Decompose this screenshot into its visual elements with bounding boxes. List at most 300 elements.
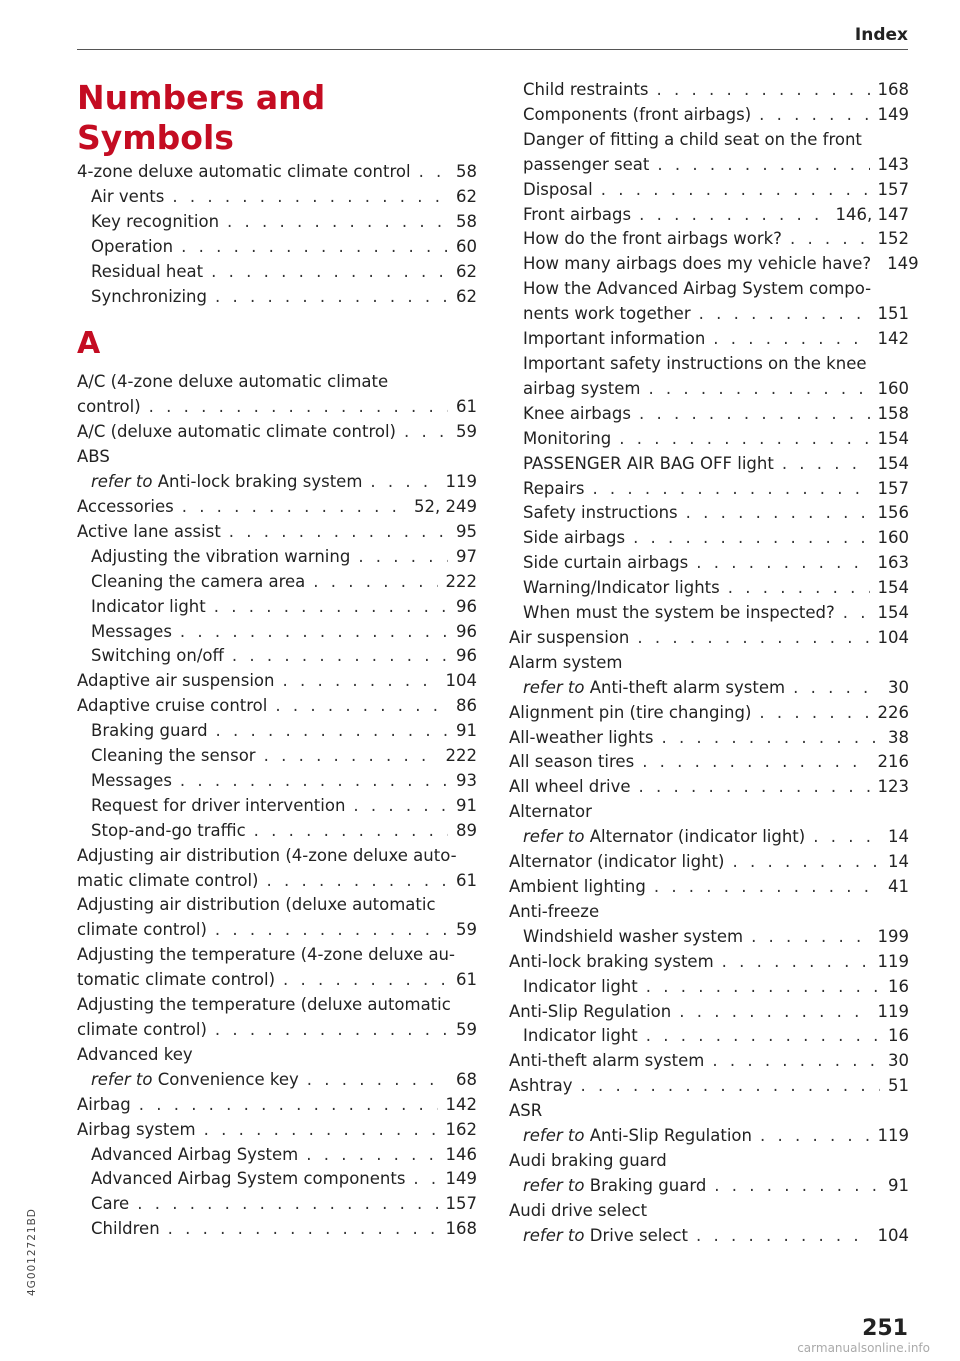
entry-term: Adjusting air distribution (deluxe automatic [77,895,436,915]
entry-term: Ashtray [509,1076,573,1096]
leader-dots [686,501,870,526]
entry-text [509,701,751,726]
entry-term: Advanced Airbag System components [91,1169,406,1189]
entry-term: Switching on/off [91,646,224,666]
entry-text [77,968,275,993]
entry-term: Anti-freeze [509,901,600,921]
entry-term: Stop-and-go traffic [91,820,246,840]
entry-page: 146 [445,1144,477,1164]
entry-text [91,719,208,744]
entry-text [523,277,871,302]
entry-text [523,452,774,477]
index-entry [509,103,909,128]
entry-text [77,918,207,943]
watermark: carmanualsonline.info [797,1341,930,1355]
entry-page: 14 [888,827,909,847]
entry-reference: refer to [523,827,585,847]
header-rule [77,49,908,50]
index-entry [77,893,477,918]
entry-text [509,1000,671,1025]
entry-page: 142 [877,329,909,349]
leader-dots [307,1068,448,1093]
index-entry [509,850,909,875]
entry-term: Repairs [523,478,585,498]
leader-dots [657,78,870,103]
entry-text [77,1018,207,1043]
index-entry [77,844,477,869]
index-entry [77,943,477,968]
index-entry [509,875,909,900]
entry-text [91,595,206,620]
entry-text [509,850,724,875]
index-entry [77,185,477,210]
entry-page: 51 [888,1076,909,1096]
entry-term: Ambient lighting [509,877,646,896]
entry-term: Request for driver intervention [91,795,346,815]
leader-dots [215,918,448,943]
entry-term: Adjusting air distribution (4-zone deluxe auto- [77,845,457,865]
index-entry [77,1192,477,1217]
entry-term: Anti-lock braking system [157,472,363,492]
index-entry [77,445,477,470]
leader-dots [227,210,448,235]
entry-page: 149 [877,104,909,124]
a-entries [77,370,477,1242]
entry-term: Adaptive cruise control [77,696,268,716]
entry-term: Danger of fitting a child seat on the front [523,129,862,149]
entry-term: Child restraints [523,80,649,99]
leader-dots [313,570,437,595]
leader-dots [139,1093,438,1118]
index-entry [509,1024,909,1049]
leader-dots [722,950,870,975]
entry-text [523,128,862,153]
entry-text [77,1118,196,1143]
leader-dots [358,545,448,570]
leader-dots [254,819,448,844]
entry-term: Disposal [523,179,593,199]
entry-term: matic climate control) [77,870,259,890]
entry-term: tomatic climate control) [77,970,276,990]
entry-text [91,545,350,570]
index-entry [77,420,477,445]
entry-page: 160 [877,528,909,548]
leader-dots [266,869,448,894]
entry-term: Residual heat [91,261,204,281]
entry-term: Indicator light [523,1026,638,1046]
entry-text [509,900,599,925]
leader-dots [793,676,880,701]
entry-page: 142 [445,1094,477,1114]
entry-page: 52, 249 [414,496,477,516]
index-entry [77,744,477,769]
entry-text [91,620,172,645]
index-entry [77,719,477,744]
leader-dots [728,576,870,601]
entry-page: 61 [456,970,477,990]
entry-text [91,819,246,844]
leader-dots [699,302,870,327]
entry-text [77,495,174,520]
entry-term: Airbag [77,1094,131,1114]
leader-dots [353,794,448,819]
index-entry [77,470,477,495]
index-entry [77,160,477,185]
entry-page: 58 [456,211,477,231]
leader-dots [580,1074,880,1099]
entry-reference: refer to [91,1069,153,1089]
index-entry [509,750,909,775]
entry-page: 160 [877,378,909,398]
entry-text [77,520,221,545]
leader-dots [215,1018,448,1043]
index-entry [77,570,477,595]
entry-term: Air vents [91,186,165,206]
entry-text [77,893,436,918]
entry-term: Anti-theft alarm system [589,677,786,697]
index-entry [77,819,477,844]
left-column [77,78,477,1242]
entry-text [509,1199,647,1224]
entry-page: 59 [456,422,477,442]
leader-dots [419,160,448,185]
index-entry [509,601,909,626]
entry-page: 156 [877,503,909,523]
entry-page: 91 [456,721,477,741]
section-title-numbers [77,78,477,158]
entry-page: 157 [445,1194,477,1214]
index-entry [509,626,909,651]
entry-term: Braking guard [589,1175,707,1195]
leader-dots [646,1024,880,1049]
index-entry [509,551,909,576]
entry-text [523,78,649,103]
leader-dots [601,178,870,203]
entry-text [523,526,625,551]
entry-text [523,153,649,178]
leader-dots [214,595,448,620]
index-entry [509,651,909,676]
page-number: 251 [862,1316,908,1341]
entry-text [523,925,743,950]
entry-text [523,477,584,502]
entry-page: 162 [445,1119,477,1139]
index-entry [509,975,909,1000]
entry-text [91,744,256,769]
entry-page: 119 [877,1126,909,1146]
index-entry [509,78,909,103]
entry-term: Accessories [77,496,174,516]
entry-text [91,1192,129,1217]
entry-text [77,1093,131,1118]
entry-page: 149 [887,254,919,274]
index-entry [77,1068,477,1093]
index-entry [77,235,477,260]
entry-term: All-weather lights [509,727,654,747]
entry-text [509,1149,667,1174]
entry-term: Adjusting the temperature (4-zone deluxe au- [77,945,455,965]
entry-page: 119 [445,472,477,492]
leader-dots [413,1167,437,1192]
leader-dots [283,968,448,993]
entry-page: 59 [456,920,477,940]
index-entry [509,327,909,352]
index-entry [77,595,477,620]
entry-page: 157 [877,478,909,498]
index-entry [77,545,477,570]
entry-term: Audi drive select [509,1200,648,1220]
entry-term: nents work together [523,304,691,324]
entry-text [523,203,631,228]
entry-term: 4-zone deluxe automatic climate control [77,162,411,181]
index-entry [77,620,477,645]
entry-page: 62 [456,286,477,306]
entry-text [91,260,203,285]
leader-dots [760,1124,870,1149]
entry-term: Important safety instructions on the knee [523,353,867,373]
entry-term: ABS [77,447,110,467]
entry-text [523,327,705,352]
leader-dots [696,1224,869,1249]
entry-text [91,1143,298,1168]
entry-reference: refer to [91,472,153,492]
leader-dots [843,601,870,626]
entry-text [77,370,388,395]
entry-page: 96 [456,596,477,616]
entry-term: Braking guard [91,721,208,741]
entry-term: Windshield washer system [523,926,744,946]
entry-term: Components (front airbags) [523,104,752,124]
leader-dots [648,377,869,402]
entry-text [523,103,751,128]
index-header: Index [854,25,908,45]
index-entry [77,210,477,235]
leader-dots [646,975,880,1000]
entry-text [523,178,593,203]
entry-text [77,869,258,894]
index-entry [509,900,909,925]
index-entry [509,726,909,751]
index-entry [509,501,909,526]
index-entry [509,402,909,427]
entry-page: 96 [456,621,477,641]
leader-dots [182,495,406,520]
entry-text [523,377,640,402]
entry-page: 91 [456,795,477,815]
section-title-line-2: Symbols [77,118,234,157]
entry-page: 104 [877,627,909,647]
entry-page: 62 [456,186,477,206]
index-entry [509,1224,909,1249]
index-entry [509,576,909,601]
index-entry [509,775,909,800]
index-entry [77,1143,477,1168]
entry-text [509,651,622,676]
leader-dots [679,1000,869,1025]
entry-page: 168 [877,80,909,99]
index-entry [77,1043,477,1068]
leader-dots [712,1049,880,1074]
entry-text [523,252,871,277]
entry-text [523,227,782,252]
entry-term: Care [91,1194,130,1214]
entry-text [77,395,141,420]
entry-page: 154 [877,603,909,623]
index-entry [77,694,477,719]
entry-term: Adjusting the temperature (deluxe automatic [77,995,451,1015]
entry-text [509,1049,704,1074]
entry-reference: refer to [523,677,585,697]
leader-dots [619,427,869,452]
index-entry [77,968,477,993]
entry-text [77,445,110,470]
entry-page: 222 [445,571,477,591]
index-entry [509,452,909,477]
entry-page: 154 [877,428,909,448]
entry-page: 152 [877,229,909,249]
entry-page: 61 [456,397,477,417]
leader-dots [639,203,827,228]
right-column [509,78,919,1249]
index-entry [509,526,909,551]
entry-text [523,402,631,427]
entry-text [523,676,785,701]
leader-dots [696,551,869,576]
entry-text [91,470,362,495]
entry-term: Airbag system [77,1119,196,1139]
index-entry [509,1074,909,1099]
index-entry [509,178,909,203]
right-entries [509,78,919,1249]
entry-page: 226 [877,702,909,722]
entry-page: 222 [445,746,477,766]
index-entry [77,285,477,310]
numbers-entries [77,160,477,309]
entry-text [509,875,646,900]
entry-page: 119 [877,951,909,971]
entry-page: 104 [445,671,477,691]
entry-term: Cleaning the sensor [91,746,256,766]
entry-term: Active lane assist [77,521,221,541]
entry-term: Side airbags [523,528,626,548]
entry-text [509,800,592,825]
entry-term: Monitoring [523,428,612,448]
entry-text [509,950,714,975]
entry-text [523,352,867,377]
entry-text [509,726,653,751]
leader-dots [137,1192,437,1217]
entry-term: Anti-theft alarm system [509,1051,705,1071]
index-entry [77,669,477,694]
index-entry [509,1149,909,1174]
entry-text [509,775,631,800]
entry-page: 158 [877,403,909,423]
leader-dots [149,395,448,420]
entry-reference: refer to [523,1126,585,1146]
entry-page: 163 [877,553,909,573]
entry-term: How do the front airbags work? [523,229,782,249]
leader-dots [782,452,870,477]
entry-page: 16 [888,976,909,996]
index-entry [509,252,919,277]
index-entry [77,794,477,819]
entry-text [523,975,638,1000]
entry-text [523,1224,688,1249]
index-entry [77,1167,477,1192]
entry-page: 16 [888,1026,909,1046]
index-entry [509,701,909,726]
index-entry [509,950,909,975]
entry-page: 61 [456,870,477,890]
leader-dots [759,701,869,726]
entry-page: 104 [877,1225,909,1245]
index-entry [509,477,909,502]
entry-text [91,210,219,235]
entry-text [523,601,835,626]
entry-text [77,694,267,719]
leader-dots [639,775,870,800]
index-entry [77,1217,477,1242]
index-entry [77,495,477,520]
entry-term: Anti-lock braking system [509,951,714,971]
entry-text [91,1068,299,1093]
leader-dots [639,402,870,427]
entry-page: 199 [877,926,909,946]
entry-text [509,1074,572,1099]
leader-dots [180,769,448,794]
index-entry [509,128,909,153]
entry-page: 157 [877,179,909,199]
entry-page: 119 [877,1001,909,1021]
entry-text [523,1124,752,1149]
entry-term: Synchronizing [91,286,207,306]
index-entry [509,203,909,228]
index-entry [77,869,477,894]
leader-dots [790,227,870,252]
entry-page: 86 [456,696,477,716]
entry-term: How many airbags does my vehicle have? [523,254,872,274]
entry-text [523,302,691,327]
entry-page: 96 [456,646,477,666]
leader-dots [168,1217,438,1242]
entry-term: Operation [91,236,174,256]
entry-text [509,1099,542,1124]
entry-text [91,185,164,210]
section-title-line-1: Numbers and [77,78,326,117]
index-entry [509,676,909,701]
entry-text [91,570,305,595]
entry-term: A/C (4-zone deluxe automatic climate [77,372,389,392]
entry-term: Alarm system [509,652,623,672]
entry-term: Indicator light [91,596,206,616]
entry-page: 146, 147 [835,204,909,224]
entry-term: All wheel drive [509,777,631,797]
entry-term: ASR [509,1101,543,1121]
entry-term: Alternator (indicator light) [509,852,725,872]
entry-page: 41 [888,877,909,896]
entry-term: Advanced key [77,1044,193,1064]
leader-dots [637,626,869,651]
entry-text [91,1167,405,1192]
entry-text [77,844,457,869]
entry-term: Indicator light [523,976,638,996]
index-entry [77,1093,477,1118]
leader-dots [306,1143,437,1168]
entry-term: Front airbags [523,204,632,224]
entry-page: 93 [456,770,477,790]
leader-dots [404,420,448,445]
entry-page: 95 [456,521,477,541]
